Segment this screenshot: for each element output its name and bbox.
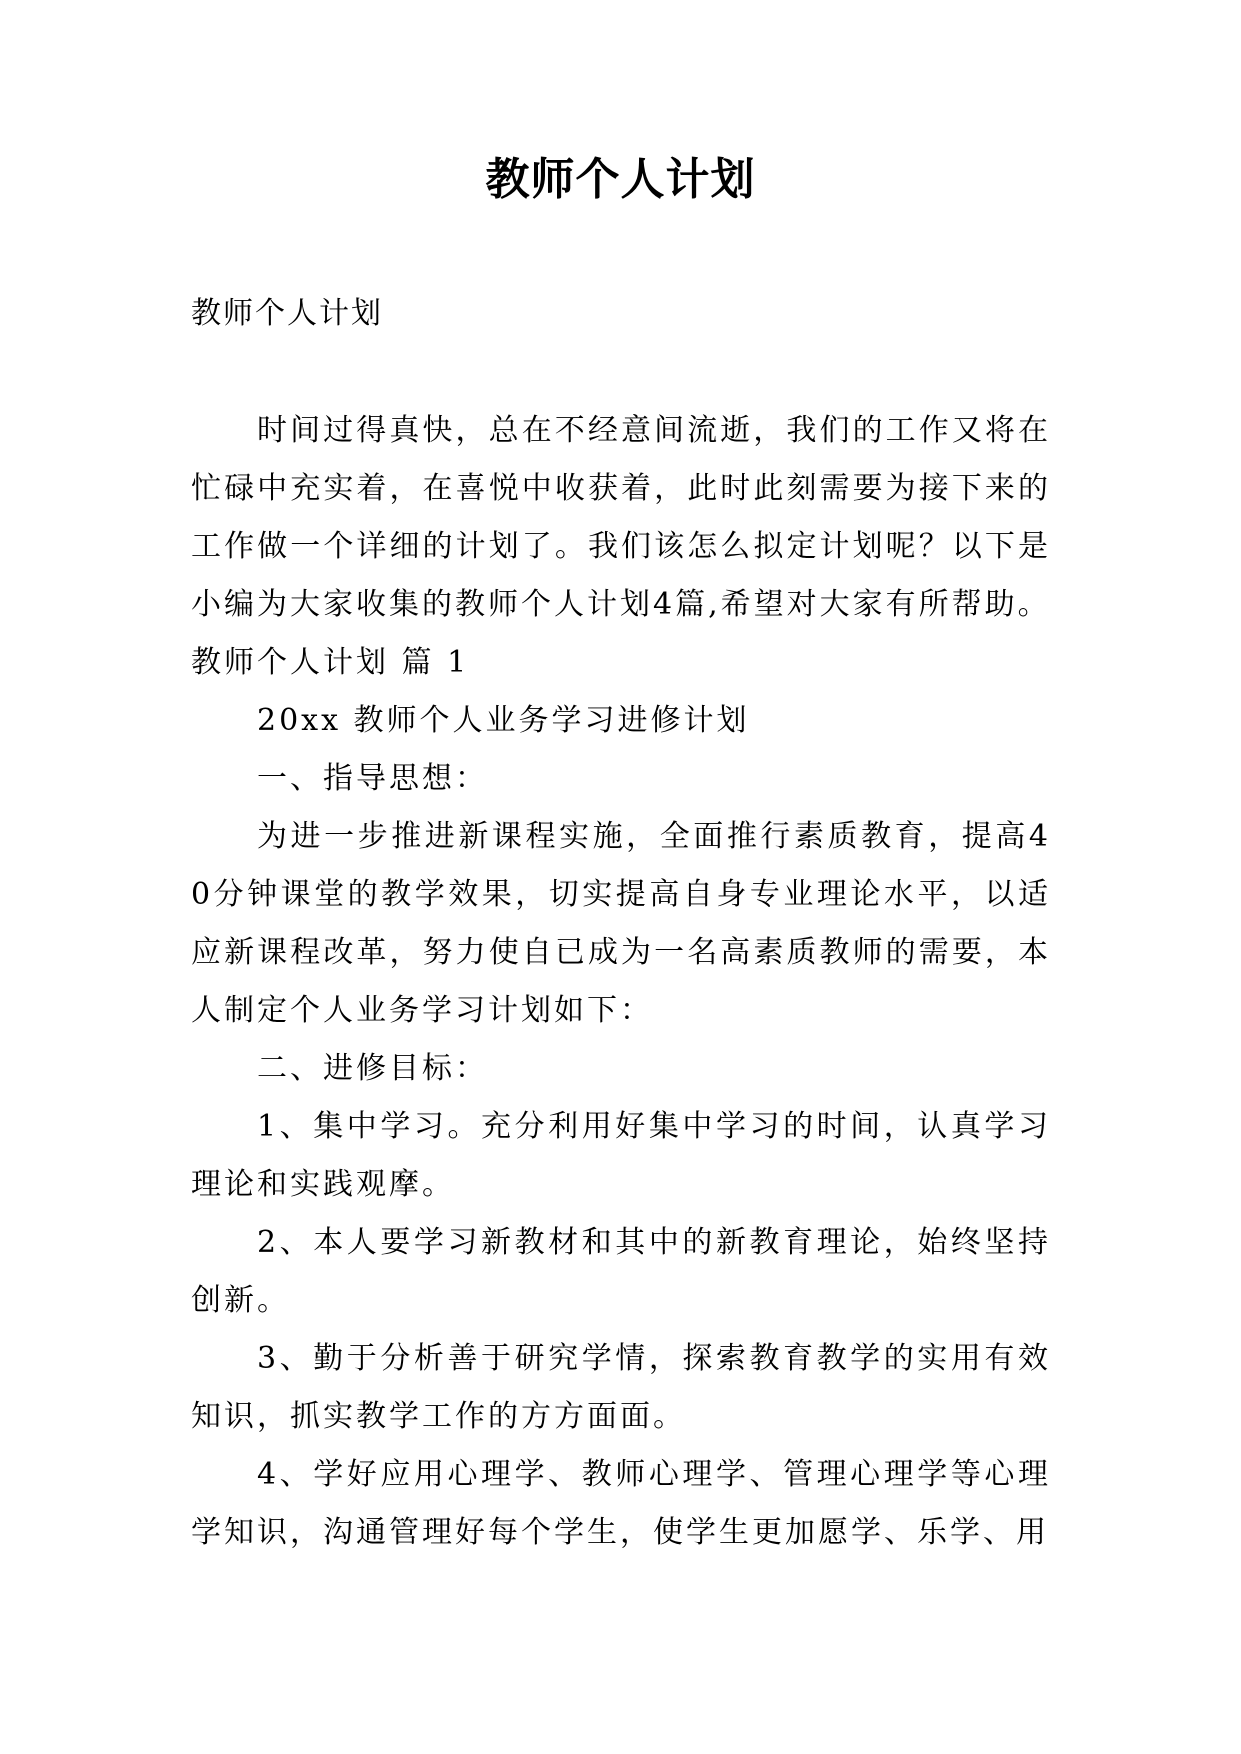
paragraph-guiding-ideology: 为进一步推进新课程实施，全面推行素质教育，提高40分钟课堂的教学效果，切实提高自身专业理论水平，以适应新课程改革，努力使自已成为一名高素质教师的需要，本人制定个人业务学习计划如下： [191, 819, 1051, 1028]
goal-item-1: 1、集中学习。充分利用好集中学习的时间，认真学习理论和实践观摩。 [191, 1109, 1051, 1202]
paragraph-intro: 时间过得真快，总在不经意间流逝，我们的工作又将在忙碌中充实着，在喜悦中收获着，此时此刻需要为接下来的工作做一个详细的计划了。我们该怎么拟定计划呢？以下是小编为大家收集的教师个人计划4篇,希望对大家有所帮助。 [191, 413, 1051, 622]
goal-item-2: 2、本人要学习新教材和其中的新教育理论，始终坚持创新。 [191, 1225, 1051, 1318]
document-title: 教师个人计划 [485, 154, 756, 205]
plan-title: 20xx 教师个人业务学习进修计划 [257, 703, 750, 738]
document-subtitle: 教师个人计划 [191, 296, 383, 331]
heading-guiding-ideology: 一、指导思想： [257, 761, 488, 796]
goal-item-4: 4、学好应用心理学、教师心理学、管理心理学等心理学知识，沟通管理好每个学生，使学生更加愿学、乐学、用 [191, 1457, 1051, 1550]
goal-item-3: 3、勤于分析善于研究学情，探索教育教学的实用有效知识，抓实教学工作的方方面面。 [191, 1341, 1051, 1434]
document-body [191, 402, 1051, 1562]
section-heading: 教师个人计划 篇 1 [191, 645, 470, 680]
heading-study-goals: 二、进修目标： [257, 1051, 488, 1086]
